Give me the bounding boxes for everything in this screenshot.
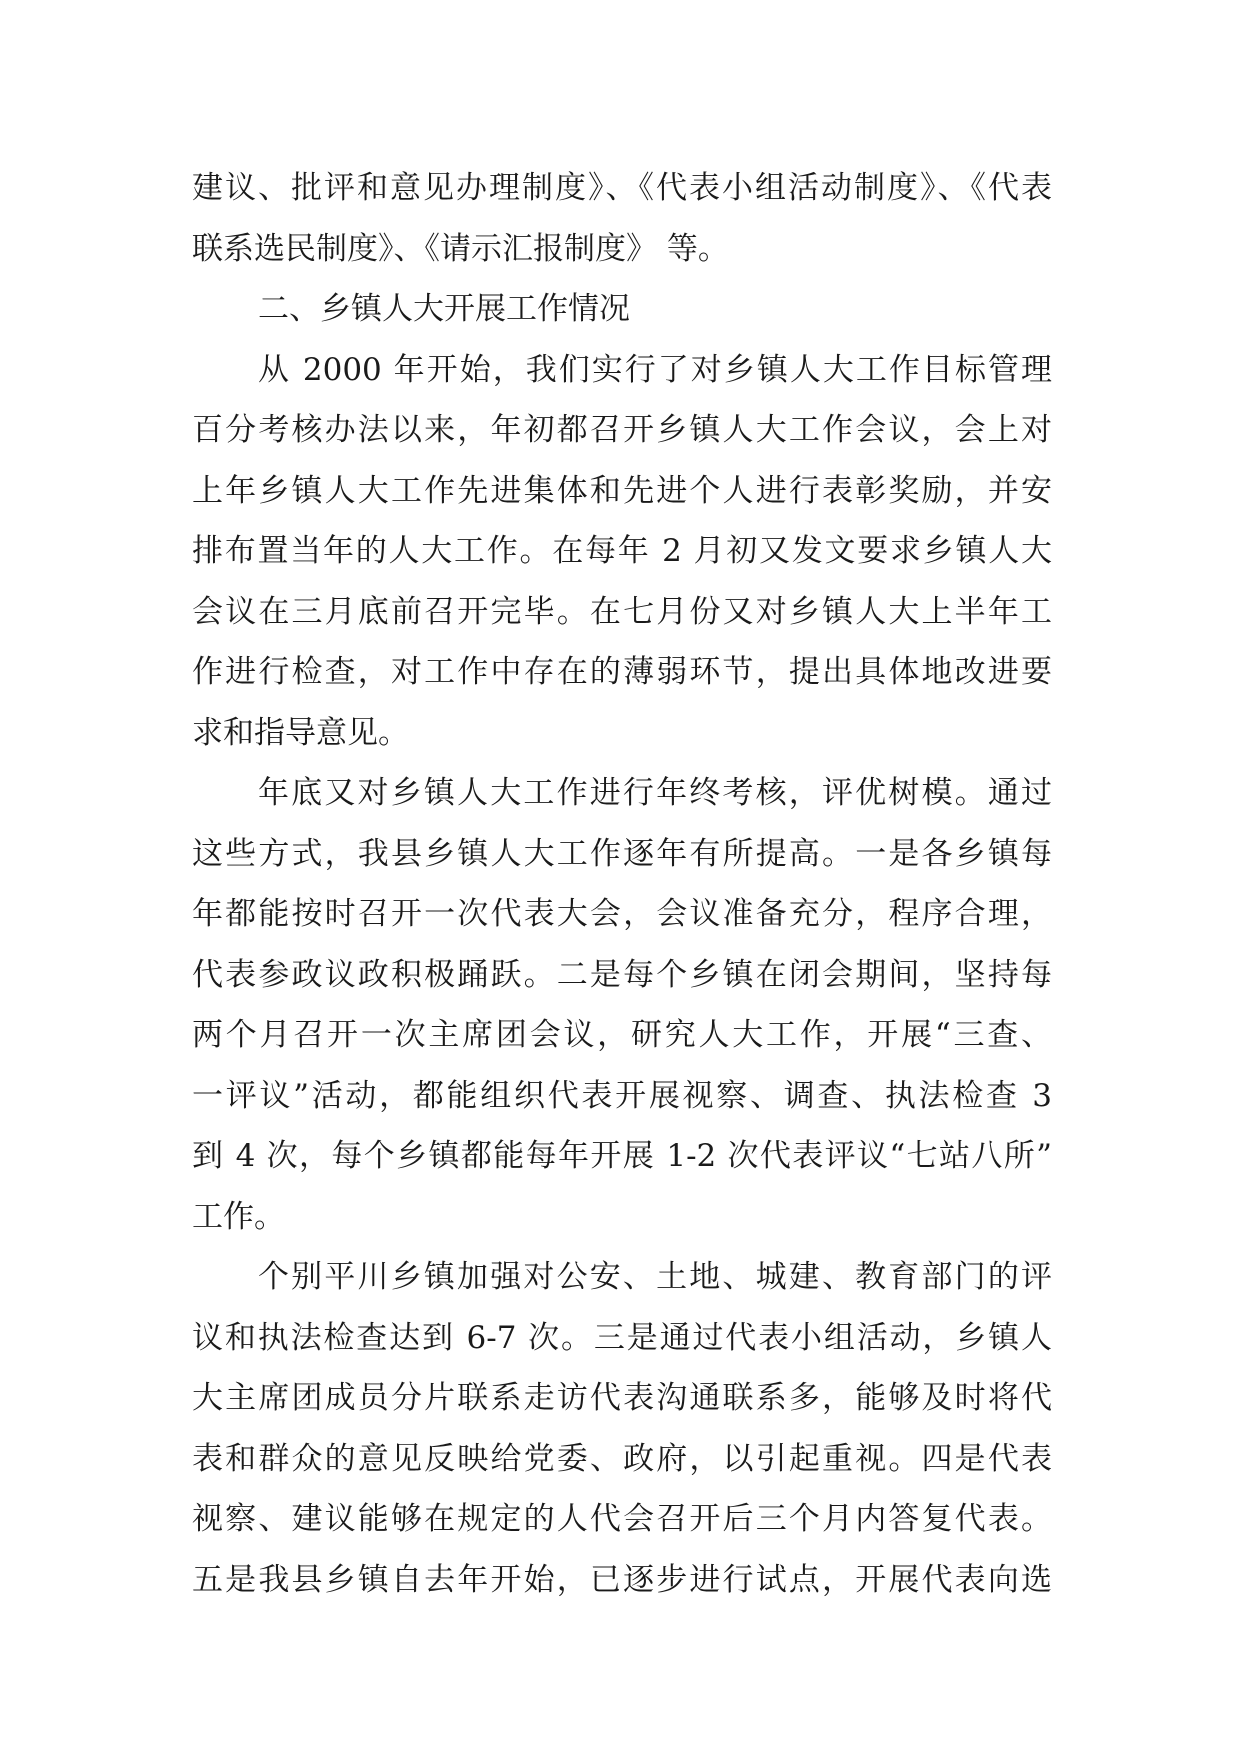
text-line: 到 4 次，每个乡镇都能每年开展 1-2 次代表评议“七站八所”: [192, 1138, 1052, 1174]
text-line: 议和执法检查达到 6-7 次。三是通过代表小组活动，乡镇人: [192, 1319, 1052, 1356]
text-line: 视察、建议能够在规定的人代会召开后三个月内答复代表。: [192, 1501, 1052, 1537]
text-line: 建议、批评和意见办理制度》、《代表小组活动制度》、《代表: [192, 170, 1052, 206]
text-line: 工作。: [192, 1198, 285, 1235]
document-body: [192, 158, 1052, 1610]
text-line: 五是我县乡镇自去年开始，已逐步进行试点，开展代表向选: [192, 1561, 1052, 1598]
text-line: 代表参政议政积极踊跃。二是每个乡镇在闭会期间，坚持每: [192, 956, 1052, 993]
text-line: 作进行检查，对工作中存在的薄弱环节，提出具体地改进要: [192, 654, 1052, 690]
text-line: 表和群众的意见反映给党委、政府，以引起重视。四是代表: [192, 1440, 1052, 1477]
text-line: 一评议”活动，都能组织代表开展视察、调查、执法检查 3: [192, 1077, 1052, 1114]
text-line: 上年乡镇人大工作先进集体和先进个人进行表彰奖励，并安: [192, 472, 1052, 509]
text-line: 从 2000 年开始，我们实行了对乡镇人大工作目标管理: [258, 351, 1052, 388]
text-line: 排布置当年的人大工作。在每年 2 月初又发文要求乡镇人大: [192, 533, 1052, 569]
text-line: 两个月召开一次主席团会议，研究人大工作，开展“三查、: [192, 1017, 1052, 1053]
text-line: 联系选民制度》、《请示汇报制度》 等。: [192, 230, 729, 267]
section-heading: 二、乡镇人大开展工作情况: [258, 291, 630, 327]
text-line: 年底又对乡镇人大工作进行年终考核，评优树模。通过: [258, 775, 1052, 811]
text-line: 大主席团成员分片联系走访代表沟通联系多，能够及时将代: [192, 1380, 1052, 1416]
text-line: 会议在三月底前召开完毕。在七月份又对乡镇人大上半年工: [192, 593, 1052, 630]
text-line: 这些方式，我县乡镇人大工作逐年有所提高。一是各乡镇每: [192, 835, 1052, 872]
text-line: 个别平川乡镇加强对公安、土地、城建、教育部门的评: [258, 1259, 1052, 1295]
text-line: 年都能按时召开一次代表大会，会议准备充分，程序合理，: [192, 896, 1052, 932]
text-line: 求和指导意见。: [192, 714, 409, 751]
text-line: 百分考核办法以来，年初都召开乡镇人大工作会议，会上对: [192, 412, 1052, 448]
